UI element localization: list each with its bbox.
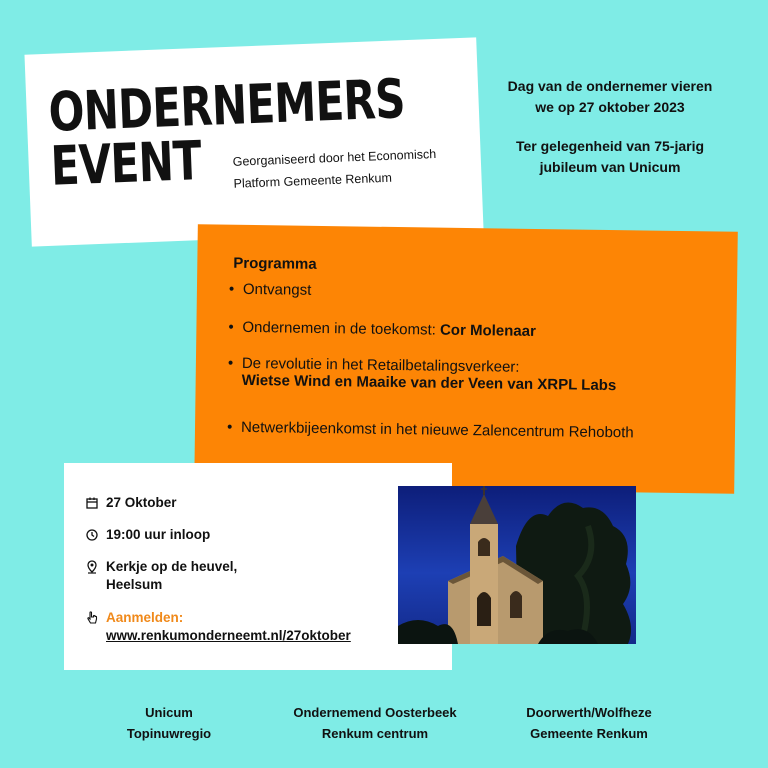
partner-line2: Topinuwregio xyxy=(126,726,212,741)
intro-paragraph-jubilee xyxy=(492,136,728,178)
event-title-line2: EVENT xyxy=(49,129,203,198)
program-item-text: Netwerkbijeenkomst in het nieuwe Zalencentrum Rehoboth xyxy=(240,418,634,442)
organizer-line1: Georganiseerd door het Economisch xyxy=(232,147,437,169)
organizer-text xyxy=(232,142,474,195)
program-item-speaker: Cor Molenaar xyxy=(439,321,536,340)
program-card xyxy=(194,224,738,494)
partner-line2: Renkum centrum xyxy=(321,726,429,741)
calendar-icon xyxy=(86,494,106,512)
partner-line1: Ondernemend Oosterbeek xyxy=(293,705,457,720)
partner-ondernemend-oosterbeek xyxy=(275,702,475,744)
intro-text xyxy=(492,76,728,196)
signup-link[interactable]: www.renkumonderneemt.nl/27oktober xyxy=(106,628,351,643)
event-time: 19:00 uur inloop xyxy=(106,527,211,542)
program-item-text: Ondernemen in de toekomst: xyxy=(242,318,441,339)
map-pin-icon xyxy=(86,558,106,576)
signup-row xyxy=(86,609,351,645)
partner-line1: Unicum xyxy=(145,705,193,720)
intro-jubilee-line1: Ter gelegenheid van 75-jarig xyxy=(515,138,705,154)
bullet-icon: • xyxy=(226,418,233,436)
bullet-icon: • xyxy=(228,280,235,298)
location-row xyxy=(86,558,237,594)
footer-partners xyxy=(0,702,768,752)
church-illustration xyxy=(398,486,636,644)
details-card xyxy=(64,463,452,670)
organizer-line2: Platform Gemeente Renkum xyxy=(233,170,393,191)
intro-date-line1: Dag van de ondernemer vieren xyxy=(507,78,713,94)
location-line2: Heelsum xyxy=(106,577,163,592)
program-item-revolution xyxy=(228,355,617,394)
church-photo xyxy=(398,486,636,644)
partner-doorwerth-wolfheze xyxy=(500,702,678,744)
program-heading: Programma xyxy=(233,254,317,273)
event-date: 27 Oktober xyxy=(106,495,177,510)
intro-paragraph-date xyxy=(492,76,728,118)
program-item-text: Ontvangst xyxy=(242,280,312,299)
event-title-card xyxy=(24,37,483,246)
location-line1: Kerkje op de heuvel, xyxy=(106,559,238,574)
partner-line2: Gemeente Renkum xyxy=(530,726,648,741)
signup-label: Aanmelden: xyxy=(106,610,184,625)
program-item-reception xyxy=(229,281,312,299)
program-item-speaker: Wietse Wind en Maaike van der Veen van XRPL Labs xyxy=(241,371,617,395)
program-item-text: De revolutie in het Retailbetalingsverkeer: xyxy=(241,354,520,376)
bullet-icon: • xyxy=(228,318,234,336)
program-list xyxy=(226,280,729,442)
intro-date-line2: we op 27 oktober 2023 xyxy=(535,99,685,115)
bullet-icon: • xyxy=(227,354,234,372)
program-item-future xyxy=(228,319,536,340)
signup-block xyxy=(106,609,351,645)
clock-icon xyxy=(86,526,106,544)
event-location xyxy=(106,558,237,594)
partner-line1: Doorwerth/Wolfheze xyxy=(526,705,652,720)
date-row xyxy=(86,494,177,512)
pointer-hand-icon xyxy=(86,609,106,627)
time-row xyxy=(86,526,210,544)
partner-unicum xyxy=(94,702,244,744)
program-item-network xyxy=(227,419,634,442)
intro-jubilee-line2: jubileum van Unicum xyxy=(539,159,681,175)
event-title-line1: ONDERNEMERS xyxy=(47,67,406,144)
